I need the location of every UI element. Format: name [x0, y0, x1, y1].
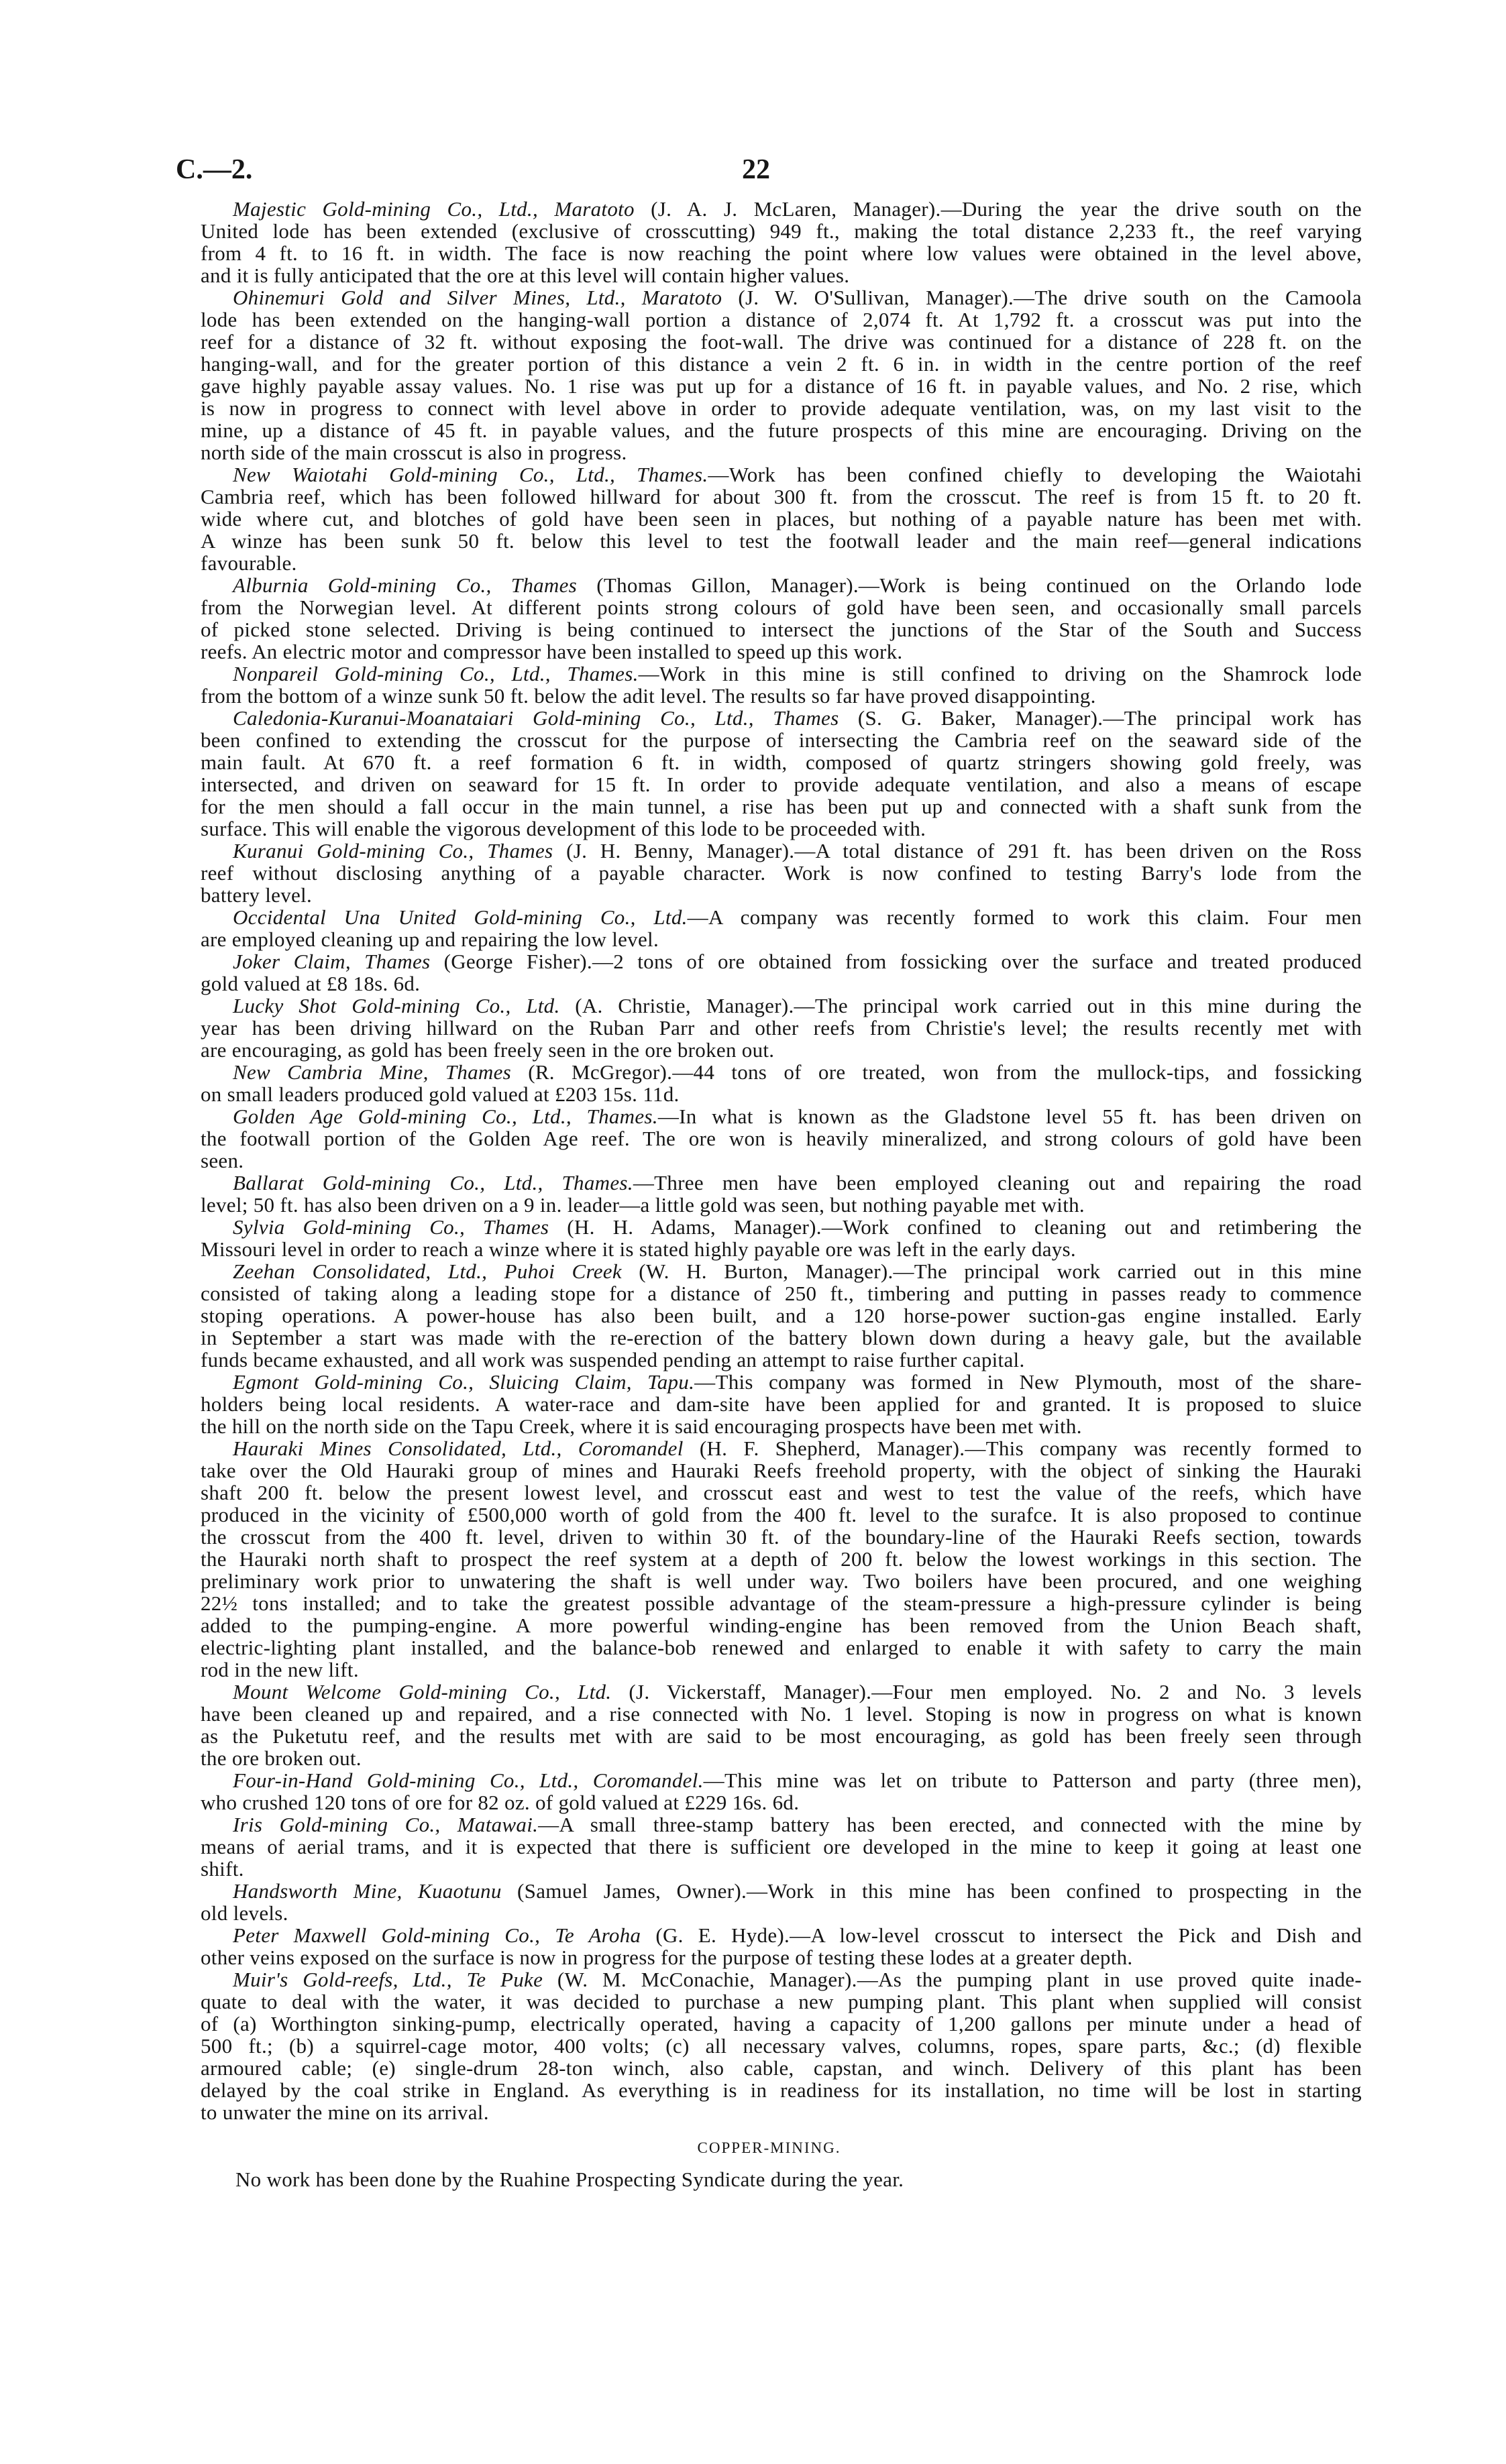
- text-line: [201, 1282, 1362, 1304]
- line-text: preliminary work prior to unwatering the shaft is well under way. Two boilers have been procured, and one weighing: [201, 1569, 1362, 1593]
- company-title: Occidental Una United Gold-mining Co., Ltd.: [233, 905, 688, 929]
- company-title: Muir's Gold-reefs, Ltd., Te Puke: [233, 1968, 543, 1991]
- text-line: [201, 1371, 1362, 1393]
- company-title: New Cambria Mine, Thames: [233, 1060, 512, 1084]
- line-text: —In what is known as the Gladstone level 55 ft. has been driven on: [657, 1105, 1362, 1128]
- line-text: the footwall portion of the Golden Age reef. The ore won is heavily mineralized, and strong colours of gold have been: [201, 1127, 1362, 1150]
- text-line: [201, 1548, 1362, 1570]
- text-line: [201, 1415, 1362, 1437]
- text-line: [201, 1393, 1362, 1415]
- mine-report-paragraph: [201, 1260, 1362, 1371]
- mine-report-paragraph: [201, 1105, 1362, 1172]
- line-text: take over the Old Hauraki group of mines and Hauraki Reefs freehold property, with the object of sinking the Hauraki: [201, 1459, 1362, 1482]
- text-line: [201, 309, 1362, 331]
- line-text: have been cleaned up and repaired, and a rise connected with No. 1 level. Stoping is now in progress on what is known: [201, 1702, 1362, 1726]
- company-title: Hauraki Mines Consolidated, Ltd., Coromandel: [233, 1437, 684, 1460]
- line-text: reef for a distance of 32 ft. without exposing the foot-wall. The drive was continued for a distance of 228 ft. on the: [201, 330, 1362, 353]
- text-line: [201, 1636, 1362, 1659]
- line-text: United lode has been extended (exclusive of crosscutting) 949 ft., making the total distance 2,233 ft., the reef varying: [201, 219, 1362, 243]
- text-line: [201, 840, 1362, 862]
- text-line: [201, 220, 1362, 242]
- mine-report-paragraph: [201, 286, 1362, 463]
- text-line: [201, 640, 1362, 663]
- line-text: armoured cable; (e) single-drum 28-ton winch, also cable, capstan, and winch. Delivery of this plant has been: [201, 2056, 1362, 2080]
- text-line: [201, 1017, 1362, 1039]
- company-title: Ohinemuri Gold and Silver Mines, Ltd., Maratoto: [233, 286, 722, 309]
- text-line: [201, 2057, 1362, 2079]
- text-line: [201, 685, 1362, 707]
- section-paragraph: No work has been done by the Ruahine Prospecting Syndicate during the year.: [235, 2168, 904, 2191]
- line-text: —A company was recently formed to work this claim. Four men: [687, 905, 1362, 929]
- line-text: old levels.: [201, 1901, 288, 1925]
- mine-report-paragraph: [201, 995, 1362, 1061]
- line-text: lode has been extended on the hanging-wall portion a distance of 2,074 ft. At 1,792 ft. a crosscut was put into the: [201, 308, 1362, 331]
- mine-report-paragraph: [201, 663, 1362, 707]
- line-text: —A small three-stamp battery has been erected, and connected with the mine by: [538, 1813, 1362, 1836]
- line-text: quate to deal with the water, it was decided to purchase a new pumping plant. This plant when supplied will consist: [201, 1990, 1362, 2013]
- line-text: reef without disclosing anything of a payable character. Work is now confined to testing Barry's lode from the: [201, 861, 1362, 885]
- company-title: Ballarat Gold-mining Co., Ltd., Thames.: [233, 1171, 633, 1194]
- line-text: main fault. At 670 ft. a reef formation 6 ft. in width, composed of quartz stringers showing gold freely, was: [201, 750, 1362, 774]
- line-text: (J. A. J. McLaren, Manager).—During the year the drive south on the: [634, 197, 1362, 221]
- line-text: (George Fisher).—2 tons of ore obtained from fossicking over the surface and treated produced: [430, 950, 1362, 973]
- mine-report-paragraph: [201, 1371, 1362, 1437]
- line-text: added to the pumping-engine. A more powerful winding-engine has been removed from the Union Beach shaft,: [201, 1614, 1362, 1637]
- line-text: rod in the new lift.: [201, 1658, 359, 1681]
- line-text: funds became exhausted, and all work was suspended pending an attempt to raise further capital.: [201, 1348, 1025, 1371]
- text-line: [201, 950, 1362, 972]
- line-text: been confined to extending the crosscut for the purpose of intersecting the Cambria reef on the seaward side of the: [201, 728, 1362, 752]
- company-title: Zeehan Consolidated, Ltd., Puhoi Creek: [233, 1259, 622, 1283]
- line-text: delayed by the coal strike in England. As everything is in readiness for its installation, no time will be lost in starting: [201, 2078, 1362, 2102]
- line-text: in September a start was made with the re-erection of the battery blown down during a heavy gale, but the available: [201, 1326, 1362, 1349]
- mine-report-paragraph: [201, 1437, 1362, 1681]
- text-line: [201, 1504, 1362, 1526]
- text-line: [201, 286, 1362, 309]
- text-line: [201, 508, 1362, 530]
- line-text: —Work has been confined chiefly to developing the Waiotahi: [708, 463, 1362, 486]
- text-line: [201, 663, 1362, 685]
- line-text: are employed cleaning up and repairing the low level.: [201, 928, 659, 951]
- line-text: (G. E. Hyde).—A low-level crosscut to intersect the Pick and Dish and: [641, 1923, 1362, 1947]
- line-text: shaft 200 ft. below the present lowest level, and crosscut east and west to test the value of the reefs, which have: [201, 1481, 1362, 1504]
- mine-report-paragraph: [201, 198, 1362, 286]
- text-line: [201, 2079, 1362, 2101]
- line-text: the crosscut from the 400 ft. level, driven to within 30 ft. of the boundary-line of the Hauraki Reefs section, towards: [201, 1525, 1362, 1549]
- mine-report-paragraph: [201, 1061, 1362, 1105]
- text-line: [201, 1747, 1362, 1769]
- company-title: Nonpareil Gold-mining Co., Ltd., Thames.: [233, 662, 639, 685]
- company-title: Alburnia Gold-mining Co., Thames: [233, 573, 578, 597]
- text-line: [201, 1127, 1362, 1150]
- line-text: (W. M. McConachie, Manager).—As the pumping plant in use proved quite inade-: [543, 1968, 1362, 1991]
- text-line: [201, 1614, 1362, 1636]
- text-line: [201, 751, 1362, 773]
- text-line: [201, 1791, 1362, 1813]
- text-line: [201, 1150, 1362, 1172]
- mine-report-paragraph: [201, 1172, 1362, 1216]
- mine-report-paragraph: [201, 906, 1362, 950]
- text-line: [201, 1260, 1362, 1282]
- line-text: Cambria reef, which has been followed hillward for about 300 ft. from the crosscut. The reef is from 15 ft. to 20 ft.: [201, 485, 1362, 508]
- text-line: [201, 1481, 1362, 1504]
- text-line: [201, 1459, 1362, 1481]
- text-line: [201, 596, 1362, 618]
- text-line: [201, 1924, 1362, 1946]
- line-text: means of aerial trams, and it is expected that there is sufficient ore developed in the mine to keep it going at least one: [201, 1835, 1362, 1858]
- text-line: [201, 1304, 1362, 1327]
- text-line: [201, 1570, 1362, 1592]
- text-line: [201, 1083, 1362, 1105]
- mine-report-paragraph: [201, 1924, 1362, 1968]
- text-line: [201, 574, 1362, 596]
- line-text: the ore broken out.: [201, 1746, 362, 1770]
- company-title: New Waiotahi Gold-mining Co., Ltd., Thames.: [233, 463, 708, 486]
- document-reference: C.—2.: [176, 154, 253, 185]
- company-title: Kuranui Gold-mining Co., Thames: [233, 839, 553, 862]
- text-line: [201, 1194, 1362, 1216]
- mine-report-paragraph: [201, 1813, 1362, 1880]
- line-text: to unwater the mine on its arrival.: [201, 2101, 489, 2124]
- line-text: on small leaders produced gold valued at £203 15s. 11d.: [201, 1082, 680, 1106]
- text-line: [201, 198, 1362, 220]
- mine-report-paragraph: [201, 463, 1362, 574]
- line-text: shift.: [201, 1857, 244, 1881]
- text-line: [201, 1039, 1362, 1061]
- mine-report-paragraph: [201, 1216, 1362, 1260]
- text-line: [201, 773, 1362, 795]
- mining-reports: [201, 198, 1362, 2123]
- text-line: [201, 1659, 1362, 1681]
- mine-report-paragraph: [201, 840, 1362, 906]
- text-line: [201, 353, 1362, 375]
- text-line: [201, 928, 1362, 950]
- line-text: for the men should a fall occur in the main tunnel, a rise has been put up and connected with a shaft sunk from the: [201, 795, 1362, 818]
- line-text: from 4 ft. to 16 ft. in width. The face is now reaching the point where low values were obtained in the level above,: [201, 241, 1362, 265]
- mine-report-paragraph: [201, 1880, 1362, 1924]
- text-line: [201, 862, 1362, 884]
- text-line: [201, 906, 1362, 928]
- line-text: intersected, and driven on seaward for 15 ft. In order to provide adequate ventilation, and also a means of escape: [201, 773, 1362, 796]
- line-text: electric-lighting plant installed, and the balance-bob renewed and enlarged to enable it with safety to carry the main: [201, 1636, 1362, 1659]
- line-text: —Work in this mine is still confined to driving on the Shamrock lode: [638, 662, 1362, 685]
- line-text: of (a) Worthington sinking-pump, electrically operated, having a capacity of 1,200 gallons per minute under a head of: [201, 2012, 1362, 2035]
- line-text: mine, up a distance of 45 ft. in payable values, and the future prospects of this mine are encouraging. Driving on the: [201, 418, 1362, 442]
- line-text: —Three men have been employed cleaning out and repairing the road: [633, 1171, 1362, 1194]
- text-line: [201, 463, 1362, 486]
- company-title: Lucky Shot Gold-mining Co., Ltd.: [233, 994, 560, 1017]
- company-title: Sylvia Gold-mining Co., Thames: [233, 1215, 549, 1239]
- company-title: Egmont Gold-mining Co., Sluicing Claim, Tapu.: [233, 1370, 695, 1394]
- line-text: (J. Vickerstaff, Manager).—Four men employed. No. 2 and No. 3 levels: [611, 1680, 1362, 1703]
- company-title: Peter Maxwell Gold-mining Co., Te Aroha: [233, 1923, 641, 1947]
- line-text: 22½ tons installed; and to take the greatest possible advantage of the steam-pressure a high-pressure cylinder is being: [201, 1591, 1362, 1615]
- mine-report-paragraph: [201, 1769, 1362, 1813]
- line-text: surface. This will enable the vigorous development of this lode to be proceeded with.: [201, 817, 926, 840]
- text-line: [201, 1327, 1362, 1349]
- line-text: north side of the main crosscut is also in progress.: [201, 441, 627, 464]
- mine-report-paragraph: [201, 1681, 1362, 1769]
- text-line: [201, 375, 1362, 397]
- text-line: [201, 242, 1362, 264]
- text-line: [201, 1880, 1362, 1902]
- text-line: [201, 1991, 1362, 2013]
- line-text: level; 50 ft. has also been driven on a 9 in. leader—a little gold was seen, but nothing payable met with.: [201, 1193, 1085, 1217]
- line-text: —This mine was let on tribute to Patterson and party (three men),: [703, 1769, 1362, 1792]
- text-line: [201, 1902, 1362, 1924]
- company-title: Mount Welcome Gold-mining Co., Ltd.: [233, 1680, 612, 1703]
- line-text: (J. H. Benny, Manager).—A total distance of 291 ft. has been driven on the Ross: [553, 839, 1362, 862]
- text-line: [201, 1105, 1362, 1127]
- line-text: (Thomas Gillon, Manager).—Work is being continued on the Orlando lode: [577, 573, 1362, 597]
- text-line: [201, 1725, 1362, 1747]
- line-text: holders being local residents. A water-race and dam-site have been applied for and granted. It is proposed to sluice: [201, 1392, 1362, 1416]
- text-line: [201, 419, 1362, 441]
- text-line: [201, 1813, 1362, 1836]
- company-title: Caledonia-Kuranui-Moanataiari Gold-mining Co., Ltd., Thames: [233, 706, 839, 730]
- line-text: (A. Christie, Manager).—The principal work carried out in this mine during the: [559, 994, 1362, 1017]
- line-text: as the Puketutu reef, and the results met with are said to be most encouraging, as gold has been freely seen through: [201, 1724, 1362, 1748]
- line-text: are encouraging, as gold has been freely seen in the ore broken out.: [201, 1038, 775, 1062]
- line-text: (J. W. O'Sullivan, Manager).—The drive south on the Camoola: [722, 286, 1362, 309]
- text-line: [201, 1526, 1362, 1548]
- text-line: [201, 441, 1362, 463]
- text-line: [201, 1216, 1362, 1238]
- text-line: [201, 972, 1362, 995]
- company-title: Four-in-Hand Gold-mining Co., Ltd., Coromandel.: [233, 1769, 704, 1792]
- company-title: Majestic Gold-mining Co., Ltd., Maratoto: [233, 197, 635, 221]
- page-number: 22: [742, 154, 770, 185]
- line-text: 500 ft.; (b) a squirrel-cage motor, 400 volts; (c) all necessary valves, columns, ropes, spare parts, &c.; (d) flexible: [201, 2034, 1362, 2058]
- text-line: [201, 818, 1362, 840]
- text-line: [201, 1349, 1362, 1371]
- line-text: favourable.: [201, 551, 297, 575]
- line-text: produced in the vicinity of £500,000 worth of gold from the 400 ft. level to the surafce. It is also proposed to continue: [201, 1503, 1362, 1526]
- text-line: [201, 1681, 1362, 1703]
- text-line: [201, 707, 1362, 729]
- text-line: [201, 331, 1362, 353]
- text-line: [201, 795, 1362, 818]
- line-text: reefs. An electric motor and compressor have been installed to speed up this work.: [201, 640, 903, 663]
- line-text: A winze has been sunk 50 ft. below this level to test the footwall leader and the main reef—general indications: [201, 529, 1362, 553]
- company-title: Golden Age Gold-mining Co., Ltd., Thames.: [233, 1105, 658, 1128]
- line-text: consisted of taking along a leading stope for a distance of 250 ft., timbering and putting in passes ready to commence: [201, 1282, 1362, 1305]
- line-text: (Samuel James, Owner).—Work in this mine has been confined to prospecting in the: [501, 1879, 1362, 1903]
- line-text: from the bottom of a winze sunk 50 ft. below the adit level. The results so far have proved disappointing.: [201, 684, 1096, 708]
- text-line: [201, 1592, 1362, 1614]
- line-text: Missouri level in order to reach a winze where it is stated highly payable ore was left in the early days.: [201, 1237, 1076, 1261]
- line-text: year has been driving hillward on the Ruban Parr and other reefs from Christie's level; the results recently met with: [201, 1016, 1362, 1040]
- line-text: gave highly payable assay values. No. 1 rise was put up for a distance of 16 ft. in payable values, and No. 2 rise, which: [201, 374, 1362, 398]
- text-line: [201, 1238, 1362, 1260]
- section-heading: COPPER-MINING.: [697, 2139, 841, 2156]
- text-line: [201, 1061, 1362, 1083]
- line-text: (R. McGregor).—44 tons of ore treated, won from the mullock-tips, and fossicking: [511, 1060, 1362, 1084]
- text-line: [201, 530, 1362, 552]
- text-line: [201, 264, 1362, 286]
- text-line: [201, 486, 1362, 508]
- text-line: [201, 1836, 1362, 1858]
- line-text: (S. G. Baker, Manager).—The principal work has: [839, 706, 1362, 730]
- mine-report-paragraph: [201, 574, 1362, 663]
- line-text: from the Norwegian level. At different points strong colours of gold have been seen, and occasionally small parcels: [201, 596, 1362, 619]
- line-text: battery level.: [201, 883, 313, 907]
- company-title: Iris Gold-mining Co., Matawai.: [233, 1813, 539, 1836]
- line-text: stoping operations. A power-house has also been built, and a 120 horse-power suction-gas engine installed. Early: [201, 1304, 1362, 1327]
- document-body: [201, 198, 1362, 2190]
- text-line: [201, 1968, 1362, 1991]
- text-line: [201, 552, 1362, 574]
- text-line: [201, 1946, 1362, 1968]
- line-text: gold valued at £8 18s. 6d.: [201, 972, 421, 995]
- line-text: —This company was formed in New Plymouth, most of the share-: [694, 1370, 1362, 1394]
- text-line: [201, 995, 1362, 1017]
- text-line: [201, 618, 1362, 640]
- line-text: the Hauraki north shaft to prospect the reef system at a depth of 200 ft. below the lowest workings in this section. The: [201, 1547, 1362, 1571]
- text-line: [201, 1769, 1362, 1791]
- line-text: wide where cut, and blotches of gold have been seen in places, but nothing of a payable nature has been met with.: [201, 507, 1362, 530]
- text-line: [201, 1703, 1362, 1725]
- line-text: the hill on the north side on the Tapu Creek, where it is said encouraging prospects have been met with.: [201, 1414, 1082, 1438]
- text-line: [201, 2101, 1362, 2123]
- text-line: [201, 1858, 1362, 1880]
- text-line: [201, 729, 1362, 751]
- line-text: hanging-wall, and for the greater portion of this distance a vein 2 ft. 6 in. in width in the centre portion of the reef: [201, 352, 1362, 376]
- text-line: [201, 397, 1362, 419]
- mine-report-paragraph: [201, 707, 1362, 840]
- line-text: is now in progress to connect with level above in order to provide adequate ventilation, was, on my last visit to the: [201, 396, 1362, 420]
- company-title: Joker Claim, Thames: [233, 950, 431, 973]
- line-text: (H. H. Adams, Manager).—Work confined to cleaning out and retimbering the: [549, 1215, 1362, 1239]
- mine-report-paragraph: [201, 1968, 1362, 2123]
- line-text: seen.: [201, 1149, 244, 1172]
- text-line: [201, 2013, 1362, 2035]
- line-text: who crushed 120 tons of ore for 82 oz. of gold valued at £229 16s. 6d.: [201, 1791, 800, 1814]
- line-text: (W. H. Burton, Manager).—The principal work carried out in this mine: [621, 1259, 1362, 1283]
- line-text: other veins exposed on the surface is now in progress for the purpose of testing these lodes at a greater depth.: [201, 1946, 1133, 1969]
- line-text: (H. F. Shepherd, Manager).—This company was recently formed to: [683, 1437, 1362, 1460]
- line-text: and it is fully anticipated that the ore at this level will contain higher values.: [201, 264, 850, 287]
- text-line: [201, 1437, 1362, 1459]
- text-line: [201, 884, 1362, 906]
- line-text: of picked stone selected. Driving is being continued to intersect the junctions of the Star of the South and Success: [201, 618, 1362, 641]
- company-title: Handsworth Mine, Kuaotunu: [233, 1879, 502, 1903]
- text-line: [201, 1172, 1362, 1194]
- text-line: [201, 2035, 1362, 2057]
- mine-report-paragraph: [201, 950, 1362, 995]
